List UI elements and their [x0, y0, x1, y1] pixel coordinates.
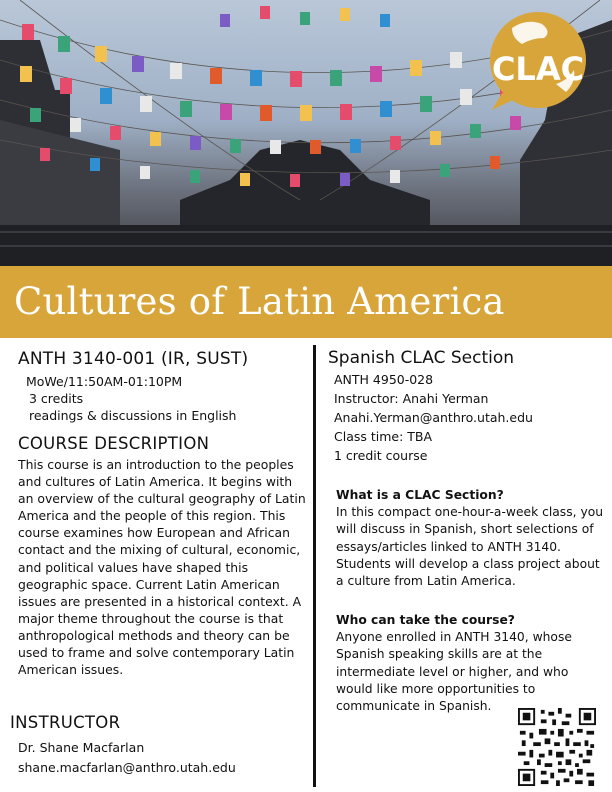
title-band [0, 266, 612, 338]
course-info-column [18, 349, 308, 678]
instructor-name: Dr. Shane Macfarlan [18, 740, 145, 755]
course-description: This course is an introduction to the peoples and cultures of Latin America. It begins with an overview of the cultural geography of Latin America and the people of this region. This course examines how European and African contact and the mixing of cultural, economic, and political values have shaped this geographic space. Current Latin American issues are presented in a historical context. A major theme throughout the course is that anthropological methods and theory can be used to frame and solve contemporary Latin American issues. [18, 457, 306, 678]
instructor-heading: INSTRUCTOR [10, 713, 121, 732]
instructor-email[interactable]: shane.macfarlan@anthro.utah.edu [18, 760, 236, 775]
course-code: ANTH 3140-001 (IR, SUST) [18, 349, 249, 369]
page-title: Cultures of Latin America [14, 280, 505, 323]
course-schedule: MoWe/11:50AM-01:10PM [26, 374, 183, 389]
what-is-clac-block [336, 487, 610, 590]
clac-instructor: Instructor: Anahi Yerman [334, 391, 489, 406]
instructor-info [18, 738, 236, 778]
qr-code[interactable] [516, 708, 598, 786]
clac-logo [472, 8, 602, 112]
clac-class-time: Class time: TBA [334, 429, 433, 444]
who-text: Anyone enrolled in ANTH 3140, whose Spanish speaking skills are at the intermediate level or higher, and who would like more opportunities to communicate in Spanish. [336, 630, 572, 714]
course-language: readings & discussions in English [29, 408, 237, 423]
course-credits: 3 credits [29, 391, 84, 406]
clac-info-column [328, 348, 608, 465]
column-divider [313, 345, 316, 787]
who-can-take-block [336, 612, 598, 715]
course-meta [18, 373, 308, 424]
clac-email[interactable]: Anahi.Yerman@anthro.utah.edu [334, 410, 533, 425]
clac-heading: Spanish CLAC Section [328, 348, 515, 368]
svg-text:CLAC: CLAC [491, 50, 585, 88]
what-heading: What is a CLAC Section? [336, 488, 504, 502]
who-heading: Who can take the course? [336, 613, 515, 627]
clac-code: ANTH 4950-028 [334, 372, 434, 387]
what-text: In this compact one-hour-a-week class, you will discuss in Spanish, short selections of essays/articles linked to ANTH 3140. Students will develop a class project about a culture from Latin America. [336, 505, 604, 589]
clac-credit: 1 credit course [334, 448, 428, 463]
clac-meta [328, 370, 608, 465]
hero-photo [0, 0, 612, 266]
description-heading: COURSE DESCRIPTION [18, 434, 210, 453]
